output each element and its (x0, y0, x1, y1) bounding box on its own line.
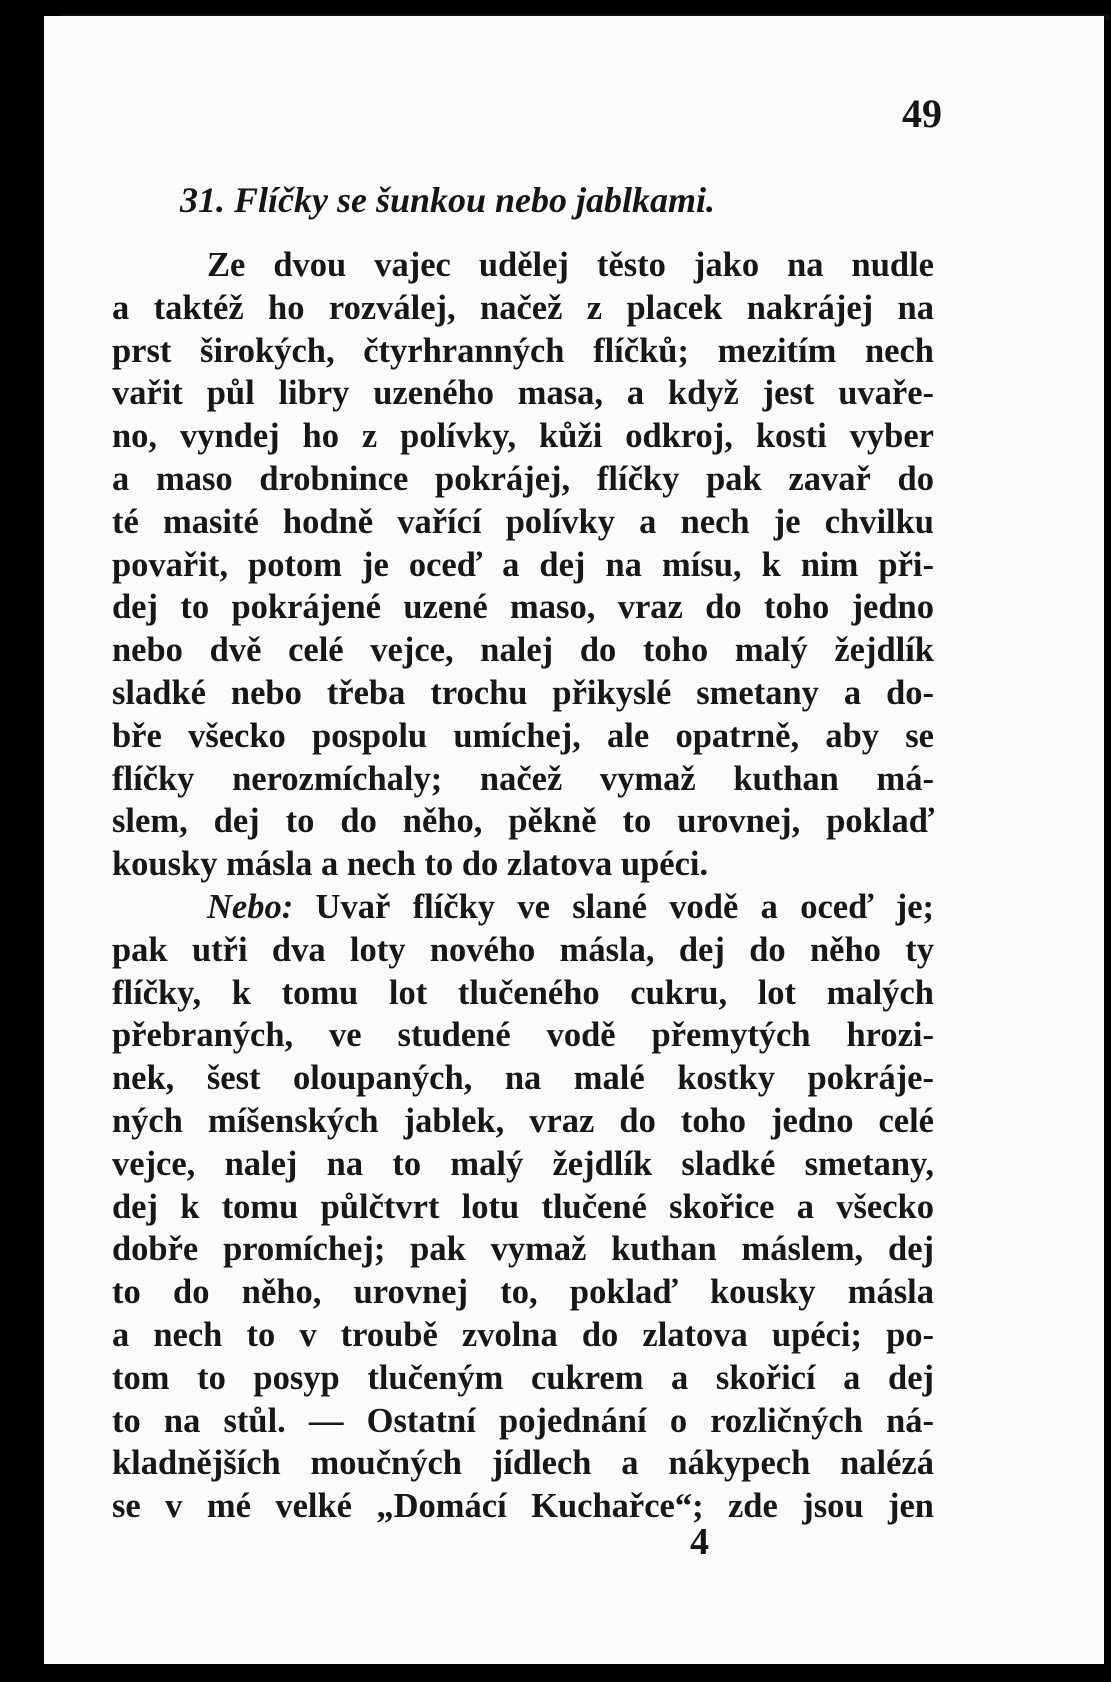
text-line: a taktéž ho rozválej, načež z placek nakrájej na (112, 288, 934, 327)
paragraph-1 (112, 244, 934, 886)
text-line: přebraných, ve studené vodě přemytých hrozi- (112, 1016, 934, 1055)
text-line: slem, dej to do něho, pěkně to urovnej, poklaď (112, 802, 934, 841)
text-line: nebo dvě celé vejce, nalej do toho malý žejdlík (112, 631, 934, 670)
page-number: 49 (902, 91, 942, 136)
text-line: pak utři dva loty nového másla, dej do něho ty (112, 930, 934, 969)
text-line: Ze dvou vajec udělej těsto jako na nudle (207, 246, 934, 284)
text-line: a nech to v troubě zvolna do zlatova upéci; po- (112, 1315, 934, 1354)
text-line: ných míšenských jablek, vraz do toho jedno celé (112, 1101, 934, 1140)
recipe-heading: 31. Flíčky se šunkou nebo jablkami. (180, 180, 716, 220)
text-line: dej k tomu půlčtvrt lotu tlučené skořice a všecko (112, 1187, 934, 1226)
text-line: tom to posyp tlučeným cukrem a skořicí a dej (112, 1358, 934, 1397)
text-line: a maso drobnince pokrájej, flíčky pak zavař do (112, 459, 934, 498)
text-line: se v mé velké „Domácí Kuchařce“; zde jsou jen (112, 1487, 934, 1526)
text-line (112, 886, 934, 929)
text-line: kousky másla a nech to do zlatova upéci. (112, 845, 709, 884)
text-line: to na stůl. — Ostatní pojednání o rozličných ná- (112, 1401, 934, 1440)
text-line: prst širokých, čtyrhranných flíčků; mezitím nech (112, 331, 934, 370)
body-text (112, 244, 934, 1528)
text-line: sladké nebo třeba trochu přikyslé smetany a do- (112, 673, 934, 712)
text-line: povařit, potom je oceď a dej na mísu, k nim při- (112, 545, 934, 584)
text-line: to do něho, urovnej to, poklaď kousky másla (112, 1273, 934, 1312)
text-line: no, vyndej ho z polívky, kůži odkroj, kosti vyber (112, 417, 934, 456)
text-line: vejce, nalej na to malý žejdlík sladké smetany, (112, 1144, 934, 1183)
text-line-rest: Uvař flíčky ve slané vodě a oceď je; (293, 887, 934, 926)
paragraph-2 (112, 886, 934, 1528)
text-line: vařit půl libry uzeného masa, a když jest uvaře- (112, 374, 934, 413)
text-line: bře všecko pospolu umíchej, ale opatrně, aby se (112, 716, 934, 755)
nebo-lead: Nebo: (207, 887, 294, 926)
text-line: flíčky, k tomu lot tlučeného cukru, lot malých (112, 973, 934, 1012)
text-line: flíčky nerozmíchaly; načež vymaž kuthan má- (112, 759, 934, 798)
signature-mark: 4 (690, 1521, 709, 1563)
text-line: té masité hodně vařící polívky a nech je chvilku (112, 502, 934, 541)
text-line: nek, šest oloupaných, na malé kostky pokráje- (112, 1059, 934, 1098)
text-line: dej to pokrájené uzené maso, vraz do toho jedno (112, 588, 934, 627)
text-line: kladnějších moučných jídlech a nákypech nalézá (112, 1444, 934, 1483)
text-line: dobře promíchej; pak vymaž kuthan máslem, dej (112, 1230, 934, 1269)
